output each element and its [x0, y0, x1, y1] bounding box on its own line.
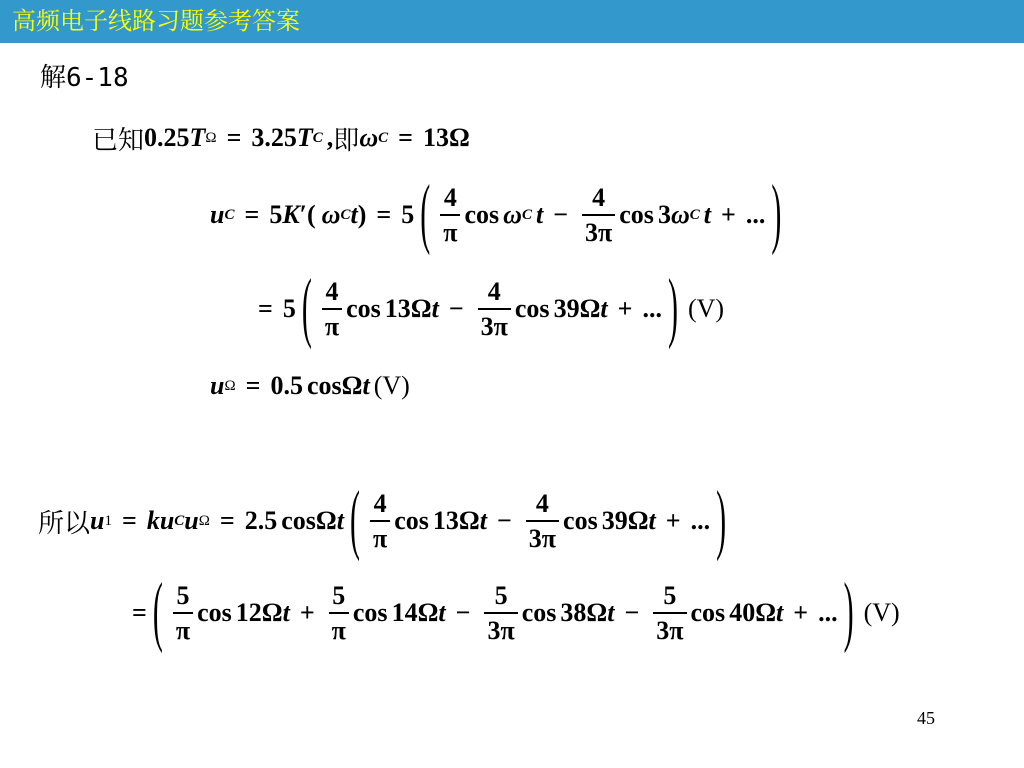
equation-uc: u C = 5 K ′( ω C t ) = 5 ( $\frac{4}{\pi}$ cos ω C t − $\frac{4}{3\pi}$ cos 3 ω C t + ... ) — [210, 170, 787, 260]
denominator: π — [329, 612, 349, 644]
numerator: 4 — [443, 182, 457, 212]
equation-given: 已知 0.25 T Ω = 3.25 T C , 即 ω C = 13 Ω — [92, 118, 470, 158]
solution-heading: 解6-18 — [40, 63, 129, 93]
unit-volts: (V) — [863, 598, 900, 627]
right-paren: ) — [667, 264, 678, 351]
denominator: 3π — [582, 214, 615, 246]
freq-13: 13 — [384, 294, 411, 323]
that-is-label: 即 — [333, 125, 360, 156]
denominator: π — [173, 612, 193, 644]
cos-fn: cos — [464, 200, 500, 229]
left-paren: ( — [152, 568, 163, 655]
denominator: 3π — [478, 308, 511, 340]
fraction-4-over-pi — [440, 184, 460, 247]
fraction-term-3 — [484, 582, 517, 645]
freq-38: 38 — [560, 598, 587, 627]
fraction-4-over-3pi — [526, 490, 559, 553]
left-paren: ( — [420, 170, 431, 257]
denominator: 3π — [653, 612, 686, 644]
title-bar — [0, 0, 1024, 43]
denominator: 3π — [526, 520, 559, 552]
left-paren: ( — [349, 476, 360, 563]
denominator: π — [322, 308, 342, 340]
equation-result: = ( $\frac{5}{\pi}$ cos 12 Ω t + $\frac{5}{\pi}$ cos 14 Ω t − $\frac{5}{3\pi}$ cos 38 Ω t − $\frac{5}{3\pi}$ cos 40 Ω t + ... ) (V) — [132, 568, 900, 658]
coef-3-25: 3.25 — [251, 123, 297, 152]
numerator: 4 — [487, 276, 501, 306]
unit-volts: (V) — [373, 371, 410, 400]
coef: 5 — [282, 294, 296, 323]
ellipsis: ... — [690, 506, 711, 535]
right-paren: ) — [843, 568, 854, 655]
fraction-4-over-pi — [322, 278, 342, 341]
uc-coef: 5 — [269, 200, 283, 229]
freq-13: 13 — [432, 506, 459, 535]
numerator: 4 — [592, 182, 606, 212]
fraction-term-2 — [329, 582, 349, 645]
denominator: π — [440, 214, 460, 246]
denominator: π — [370, 520, 390, 552]
numerator: 5 — [332, 580, 346, 610]
therefore-label: 所以 — [38, 508, 91, 539]
numerator: 4 — [373, 488, 387, 518]
ellipsis: ... — [818, 598, 838, 627]
given-label: 已知 — [92, 125, 145, 156]
freq-14: 14 — [391, 598, 418, 627]
omega-c-value: 13 — [422, 123, 449, 152]
numerator: 4 — [535, 488, 549, 518]
fraction-4-over-3pi — [478, 278, 511, 341]
numerator: 5 — [494, 580, 508, 610]
denominator: 3π — [484, 612, 517, 644]
equation-uc-numeric: = 5 ( $\frac{4}{\pi}$ cos 13 Ω t − $\frac{4}{3\pi}$ cos 39 Ω t + ... ) (V) — [258, 264, 724, 354]
page-number: 45 — [917, 708, 935, 728]
fraction-4-over-pi — [370, 490, 390, 553]
fraction-term-4 — [653, 582, 686, 645]
equation-u1: 所以 u 1 = ku C u Ω = 2.5 cos Ω t ( $\frac{4}{\pi}$ cos 13 Ω t − $\frac{4}{3\pi}$ cos 39 Ω t + ... ) — [38, 476, 732, 566]
unit-volts: (V) — [687, 294, 725, 323]
freq-12: 12 — [235, 598, 262, 627]
coef: 0.5 — [270, 371, 303, 400]
slide-title: 高频电子线路习题参考答案 — [12, 7, 300, 35]
freq-39: 39 — [601, 506, 628, 535]
harmonic-multiplier: 3 — [657, 200, 671, 229]
numerator: 4 — [325, 276, 339, 306]
numerator: 5 — [663, 580, 677, 610]
right-paren: ) — [771, 170, 782, 257]
fraction-term-1 — [173, 582, 193, 645]
numerator: 5 — [176, 580, 190, 610]
fraction-4-over-3pi — [582, 184, 615, 247]
ellipsis: ... — [642, 294, 662, 323]
coef-0-25: 0.25 — [144, 123, 190, 152]
ellipsis: ... — [745, 200, 766, 229]
freq-40: 40 — [729, 598, 756, 627]
coef: 2.5 — [244, 506, 278, 535]
equation-u-omega: u Ω = 0.5 cos Ω t (V) — [210, 371, 410, 400]
left-paren: ( — [301, 264, 312, 351]
right-paren: ) — [716, 476, 727, 563]
freq-39: 39 — [553, 294, 580, 323]
comma: , — [326, 123, 334, 152]
